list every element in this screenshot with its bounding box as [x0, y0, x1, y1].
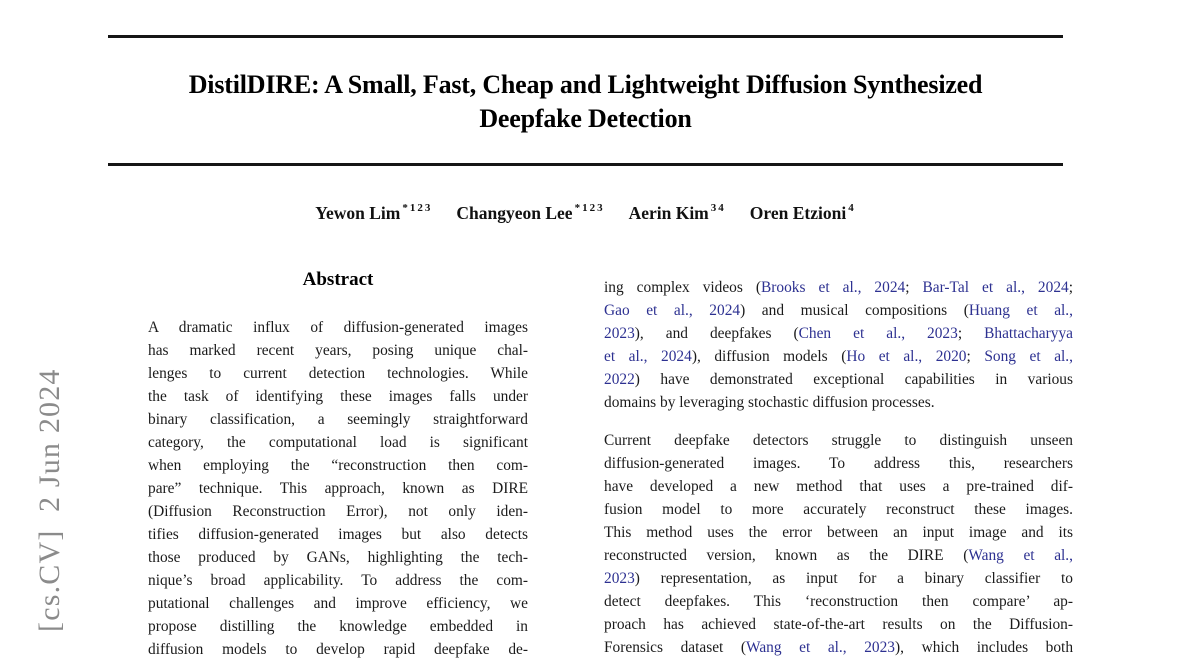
author — [750, 203, 856, 224]
citation-link[interactable]: et al., 2024 — [604, 348, 692, 365]
body-text-segment: Current deepfake detectors struggle to distinguish unseen — [604, 432, 1073, 449]
abstract-text-line: has marked recent years, posing unique chal- — [148, 342, 528, 359]
body-text-segment: ; — [905, 279, 923, 296]
body-text-segment: ) representation, as input for a binary classifier to — [634, 570, 1073, 587]
body-text-line — [604, 521, 1073, 544]
author-affiliation-superscript: *123 — [402, 202, 433, 215]
citation-link[interactable]: 2023 — [604, 325, 635, 342]
header-rule-top — [108, 35, 1063, 38]
abstract-text-line: category, the computational load is significant — [148, 434, 528, 451]
citation-link[interactable]: Bar-Tal et al., 2024 — [922, 279, 1069, 296]
body-text-line — [604, 429, 1073, 452]
abstract-text-line: (Diffusion Reconstruction Error), not only iden- — [148, 503, 528, 520]
body-text-segment: ), and deepfakes ( — [634, 325, 799, 342]
body-text-line — [604, 590, 1073, 613]
abstract-body — [148, 316, 528, 661]
author-name: Oren Etzioni — [749, 203, 847, 223]
author-name: Aerin Kim — [628, 203, 709, 223]
abstract-column — [148, 269, 528, 658]
abstract-text-line: propose distilling the knowledge embedded in — [148, 618, 528, 635]
author-affiliation-superscript: 34 — [710, 202, 726, 215]
citation-link[interactable]: 2022 — [604, 371, 635, 388]
author — [315, 203, 432, 224]
body-text-line — [604, 567, 1073, 590]
abstract-text-line: tifies diffusion-generated images but also detects — [148, 526, 528, 543]
body-text-segment: ) and musical compositions ( — [740, 302, 969, 319]
body-text-line — [604, 322, 1073, 345]
citation-link[interactable]: Ho et al., 2020 — [846, 348, 967, 365]
citation-link[interactable]: Huang et al., — [968, 302, 1073, 319]
body-text-line — [604, 299, 1073, 322]
author-affiliation-superscript: *123 — [574, 202, 605, 215]
citation-link[interactable]: Bhattacharyya — [984, 325, 1073, 342]
body-text-segment: fusion model to more accurately reconstruct these images. — [604, 501, 1073, 518]
author-name: Changyeon Lee — [456, 203, 573, 223]
body-text-segment: ing complex videos ( — [604, 279, 762, 296]
author — [456, 203, 604, 224]
abstract-text-line: nique’s broad applicability. To address the com- — [148, 572, 528, 589]
citation-link[interactable]: Wang et al., 2023 — [746, 639, 896, 656]
body-text-line — [604, 276, 1073, 299]
abstract-text-line: binary classification, a seemingly straightforward — [148, 411, 528, 428]
body-text-segment: diffusion-generated images. To address this, researchers — [604, 455, 1073, 472]
citation-link[interactable]: Song et al., — [984, 348, 1074, 365]
citation-link[interactable]: Chen et al., 2023 — [798, 325, 958, 342]
paper-title-line2: Deepfake Detection — [479, 104, 692, 133]
body-text-segment: ), diffusion models ( — [691, 348, 847, 365]
citation-link[interactable]: 2023 — [604, 570, 635, 587]
abstract-text-line: pare” technique. This approach, known as DIRE — [148, 480, 528, 497]
body-text-segment: This method uses the error between an input image and its — [604, 524, 1073, 541]
abstract-text-line: the task of identifying these images falls under — [148, 388, 528, 405]
author-affiliation-superscript: 4 — [848, 202, 856, 215]
body-text-segment: ; — [1068, 279, 1073, 296]
body-text-segment: reconstructed version, known as the DIRE ( — [604, 547, 969, 564]
abstract-text-line: diffusion models to develop rapid deepfake de- — [148, 641, 528, 658]
arxiv-watermark: [cs.CV] 2 Jun 2024 — [33, 368, 66, 632]
body-text-line — [604, 613, 1073, 636]
header-rule-bottom — [108, 163, 1063, 166]
author-list — [108, 203, 1063, 224]
body-text-line — [604, 368, 1073, 391]
body-text-line — [604, 475, 1073, 498]
body-text-segment: Forensics dataset ( — [604, 639, 747, 656]
body-text-segment: have developed a new method that uses a pre-trained dif- — [604, 478, 1073, 495]
abstract-text-line: putational challenges and improve efficiency, we — [148, 595, 528, 612]
body-text-segment: detect deepfakes. This ‘reconstruction then compare’ ap- — [604, 593, 1073, 610]
paper-title-line1: DistilDIRE: A Small, Fast, Cheap and Lightweight Diffusion Synthesized — [188, 70, 983, 99]
abstract-text-line: when employing the “reconstruction then com- — [148, 457, 528, 474]
paragraph — [604, 429, 1073, 659]
paragraph — [604, 276, 1073, 414]
body-text-line — [604, 345, 1073, 368]
citation-link[interactable]: Brooks et al., 2024 — [761, 279, 906, 296]
body-text-line — [604, 544, 1073, 567]
body-column — [604, 276, 1073, 659]
abstract-heading: Abstract — [302, 269, 374, 290]
body-text-segment: ) have demonstrated exceptional capabilities in various — [634, 371, 1073, 388]
body-text-segment: ), which includes both — [895, 639, 1074, 656]
body-text-segment: ; — [957, 325, 985, 342]
citation-link[interactable]: Wang et al., — [968, 547, 1073, 564]
abstract-text-line: A dramatic influx of diffusion-generated images — [148, 319, 528, 336]
abstract-text-line: lenges to current detection technologies. While — [148, 365, 528, 382]
body-text-line — [604, 636, 1073, 659]
body-text-segment: proach has achieved state-of-the-art results on the Diffusion- — [604, 616, 1073, 633]
abstract-text-line: those produced by GANs, highlighting the tech- — [148, 549, 528, 566]
body-text-segment: domains by leveraging stochastic diffusion processes. — [604, 394, 935, 411]
body-text-line — [604, 498, 1073, 521]
body-text-line — [604, 452, 1073, 475]
body-text-segment: ; — [966, 348, 985, 365]
paper-title — [108, 68, 1063, 136]
citation-link[interactable]: Gao et al., 2024 — [604, 302, 741, 319]
author-name: Yewon Lim — [315, 203, 401, 223]
body-text-line — [604, 391, 1073, 414]
author — [629, 203, 726, 224]
